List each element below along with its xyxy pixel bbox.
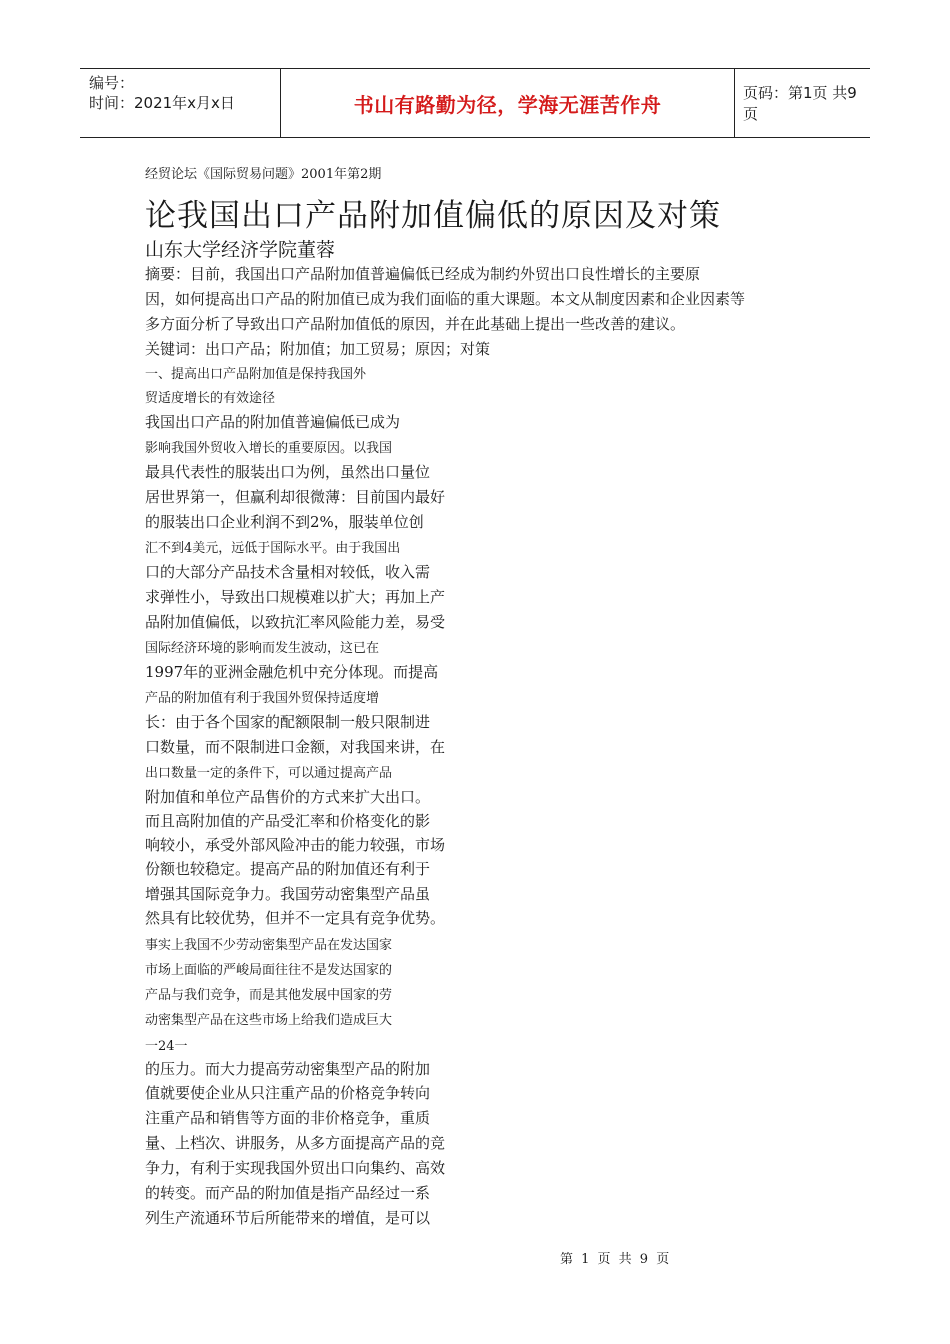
article-author: 山东大学经济学院董蓉	[145, 239, 336, 261]
body-line: 的转变。而产品的附加值是指产品经过一系	[145, 1184, 431, 1202]
body-line: 影响我国外贸收入增长的重要原因。以我国	[145, 441, 393, 456]
body-line: 量、上档次、讲服务，从多方面提高产品的竞	[145, 1134, 446, 1152]
body-line: 事实上我国不少劳动密集型产品在发达国家	[145, 938, 393, 953]
body-line: 份额也较稳定。提高产品的附加值还有利于	[145, 860, 431, 878]
body-line: 市场上面临的严峻局面往往不是发达国家的	[145, 963, 393, 978]
body-line: 争力，有利于实现我国外贸出口向集约、高效	[145, 1159, 446, 1177]
body-line: 口的大部分产品技术含量相对较低，收入需	[145, 563, 431, 581]
body-line: 动密集型产品在这些市场上给我们造成巨大	[145, 1013, 393, 1028]
body-line: 国际经济环境的影响而发生波动，这已在	[145, 641, 380, 656]
header-page-code: 页码：第1页 共9页	[743, 84, 857, 123]
body-line: 的服装出口企业利润不到2%，服装单位创	[145, 513, 424, 531]
body-line: 长：由于各个国家的配额限制一般只限制进	[145, 713, 431, 731]
body-line: 出口数量一定的条件下，可以通过提高产品	[145, 766, 393, 781]
body-line: 产品的附加值有利于我国外贸保持适度增	[145, 691, 380, 706]
document-header	[80, 68, 870, 138]
motto-text: 书山有路勤为径，学海无涯苦作舟	[353, 92, 662, 117]
document-date: 时间：2021年x月x日	[89, 94, 235, 112]
body-line: 品附加值偏低，以致抗汇率风险能力差，易受	[145, 613, 446, 631]
page-footer: 第 1 页 共 9 页	[560, 1252, 670, 1267]
body-line: 求弹性小，导致出口规模难以扩大；再加上产	[145, 588, 446, 606]
header-meta	[80, 69, 280, 137]
abstract-line: 因，如何提高出口产品的附加值已成为我们面临的重大课题。本文从制度因素和企业因素等	[145, 290, 746, 308]
article-title: 论我国出口产品附加值偏低的原因及对策	[145, 198, 721, 234]
body-line: 口数量，而不限制进口金额，对我国来讲，在	[145, 738, 446, 756]
body-line: 注重产品和销售等方面的非价格竞争，重质	[145, 1109, 431, 1127]
body-line: 汇不到4美元，远低于国际水平。由于我国出	[145, 541, 401, 556]
body-line: 然具有比较优势，但并不一定具有竞争优势。	[145, 909, 446, 927]
body-line: 产品与我们竞争，而是其他发展中国家的劳	[145, 988, 393, 1003]
header-motto-cell	[280, 69, 735, 137]
body-line: 列生产流通环节后所能带来的增值，是可以	[145, 1209, 431, 1227]
body-line: 响较小，承受外部风险冲击的能力较强，市场	[145, 836, 446, 854]
body-line: 附加值和单位产品售价的方式来扩大出口。	[145, 788, 431, 806]
abstract-line: 摘要：目前，我国出口产品附加值普遍偏低已经成为制约外贸出口良性增长的主要原	[145, 265, 701, 283]
body-line: 值就要使企业从只注重产品的价格竞争转向	[145, 1084, 431, 1102]
body-line: 的压力。而大力提高劳动密集型产品的附加	[145, 1060, 431, 1078]
document-number-label: 编号：	[89, 74, 135, 92]
source-line: 经贸论坛《国际贸易问题》2001年第2期	[145, 167, 382, 182]
body-line: 而且高附加值的产品受汇率和价格变化的影	[145, 812, 431, 830]
section-heading: 贸适度增长的有效途径	[145, 391, 276, 406]
body-line: 最具代表性的服装出口为例，虽然出口量位	[145, 463, 431, 481]
abstract-line: 多方面分析了导致出口产品附加值低的原因，并在此基础上提出一些改善的建议。	[145, 315, 686, 333]
inner-page-number: 一24一	[145, 1039, 188, 1054]
body-line: 居世界第一，但赢利却很微薄：目前国内最好	[145, 488, 446, 506]
keywords-line: 关键词：出口产品；附加值；加工贸易；原因；对策	[145, 340, 491, 358]
section-heading: 一、提高出口产品附加值是保持我国外	[145, 367, 367, 382]
body-line: 我国出口产品的附加值普遍偏低已成为	[145, 413, 401, 431]
body-line: 增强其国际竞争力。我国劳动密集型产品虽	[145, 885, 431, 903]
body-line: 1997年的亚洲金融危机中充分体现。而提高	[145, 663, 439, 681]
